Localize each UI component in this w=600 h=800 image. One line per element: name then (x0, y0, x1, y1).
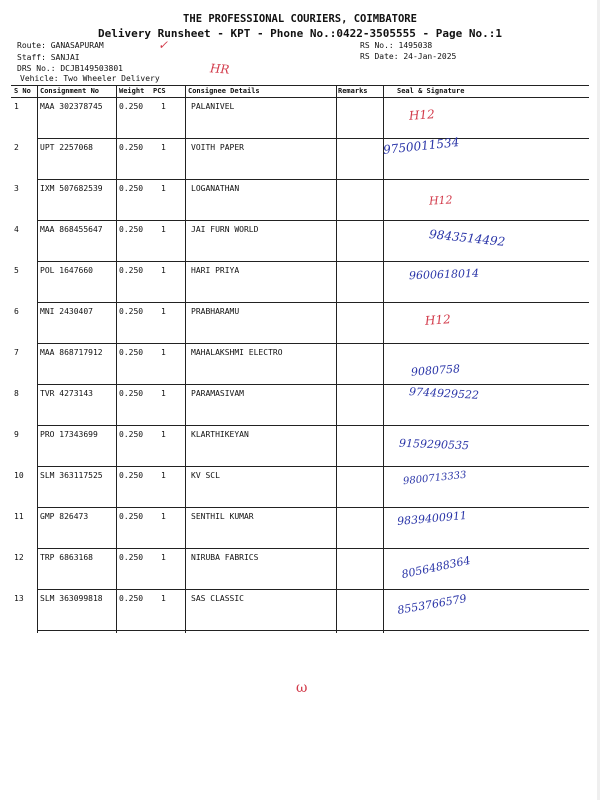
cell-consignee: VOITH PAPER (191, 143, 244, 152)
cell-consignment-no: PRO 17343699 (40, 430, 98, 439)
cell-sno: 1 (14, 102, 19, 111)
col-header-consignee: Consignee Details (188, 87, 260, 95)
cell-weight: 0.250 (119, 348, 144, 357)
table-row (11, 303, 589, 344)
col-header-remarks: Remarks (338, 87, 368, 95)
cell-weight: 0.250 (119, 225, 144, 234)
red-bottom-mark: ω (296, 680, 308, 696)
table-top-border (11, 85, 589, 86)
staff-field: Staff: SANJAI (17, 53, 80, 62)
cell-sno: 7 (14, 348, 19, 357)
handwritten-signature: 8056488364 (400, 553, 472, 582)
cell-pcs: 1 (161, 307, 166, 316)
col-header-pcs: PCS (153, 87, 166, 95)
cell-sno: 2 (14, 143, 19, 152)
cell-pcs: 1 (161, 389, 166, 398)
cell-sno: 4 (14, 225, 19, 234)
cell-weight: 0.250 (119, 471, 144, 480)
col-header-signature: Seal & Signature (397, 87, 465, 95)
vehicle-field: Vehicle: Two Wheeler Delivery (20, 74, 160, 83)
table-row (11, 221, 589, 262)
handwritten-signature: 9839400911 (396, 508, 468, 529)
handwritten-signature: 9744929522 (408, 385, 480, 402)
cell-consignment-no: MNI 2430407 (40, 307, 93, 316)
table-row (11, 426, 589, 467)
cell-pcs: 1 (161, 184, 166, 193)
cell-sno: 10 (14, 471, 24, 480)
cell-pcs: 1 (161, 512, 166, 521)
route-field: Route: GANASAPURAM (17, 41, 104, 50)
red-handwritten-note: HR (209, 61, 230, 77)
handwritten-signature: 9843514492 (428, 227, 506, 249)
cell-consignment-no: TRP 6863168 (40, 553, 93, 562)
cell-weight: 0.250 (119, 102, 144, 111)
cell-weight: 0.250 (119, 594, 144, 603)
cell-sno: 9 (14, 430, 19, 439)
cell-consignee: LOGANATHAN (191, 184, 240, 193)
cell-sno: 5 (14, 266, 19, 275)
cell-pcs: 1 (161, 553, 166, 562)
cell-consignment-no: TVR 4273143 (40, 389, 93, 398)
drs-number: DRS No.: DCJB149503801 (17, 64, 123, 73)
red-tick-mark: ✓ (158, 38, 169, 52)
cell-sno: 13 (14, 594, 24, 603)
table-row (11, 180, 589, 221)
cell-weight: 0.250 (119, 307, 144, 316)
col-header-weight: Weight (119, 87, 145, 95)
cell-pcs: 1 (161, 471, 166, 480)
cell-pcs: 1 (161, 102, 166, 111)
cell-consignee: MAHALAKSHMI ELECTRO (191, 348, 283, 357)
cell-consignment-no: SLM 363117525 (40, 471, 103, 480)
cell-pcs: 1 (161, 143, 166, 152)
cell-consignee: KLARTHIKEYAN (191, 430, 249, 439)
table-row (11, 467, 589, 508)
cell-consignee: SAS CLASSIC (191, 594, 244, 603)
handwritten-signature: H12 (428, 193, 453, 208)
cell-consignment-no: SLM 363099818 (40, 594, 103, 603)
cell-weight: 0.250 (119, 553, 144, 562)
handwritten-signature: 9750011534 (382, 135, 460, 157)
cell-pcs: 1 (161, 430, 166, 439)
rs-number: RS No.: 1495038 (360, 41, 433, 50)
cell-consignment-no: UPT 2257068 (40, 143, 93, 152)
handwritten-signature: 9600618014 (408, 266, 480, 283)
cell-sno: 8 (14, 389, 19, 398)
cell-weight: 0.250 (119, 430, 144, 439)
table-row (11, 98, 589, 139)
company-title: THE PROFESSIONAL COURIERS, COIMBATORE (183, 13, 417, 25)
table-row (11, 590, 589, 631)
table-row (11, 135, 589, 180)
cell-consignee: KV SCL (191, 471, 220, 480)
cell-consignee: PRABHARAMU (191, 307, 240, 316)
cell-consignee: PALANIVEL (191, 102, 235, 111)
handwritten-signature: 8553766579 (396, 592, 468, 617)
cell-pcs: 1 (161, 225, 166, 234)
cell-pcs: 1 (161, 348, 166, 357)
cell-sno: 11 (14, 512, 24, 521)
cell-consignee: HARI PRIYA (191, 266, 240, 275)
cell-sno: 12 (14, 553, 24, 562)
handwritten-signature: 9159290535 (398, 436, 470, 453)
table-row (11, 549, 589, 590)
col-header-consignment: Consignment No (40, 87, 100, 95)
table-row (11, 385, 589, 426)
cell-pcs: 1 (161, 594, 166, 603)
cell-consignment-no: IXM 507682539 (40, 184, 103, 193)
cell-consignee: NIRUBA FABRICS (191, 553, 259, 562)
row-divider (38, 630, 589, 631)
cell-consignee: PARAMASIVAM (191, 389, 244, 398)
handwritten-signature: H12 (408, 107, 436, 123)
rs-date: RS Date: 24-Jan-2025 (360, 52, 457, 61)
cell-consignee: JAI FURN WORLD (191, 225, 259, 234)
cell-weight: 0.250 (119, 512, 144, 521)
cell-consignment-no: MAA 868455647 (40, 225, 103, 234)
cell-consignment-no: POL 1647660 (40, 266, 93, 275)
handwritten-signature: H12 (424, 312, 452, 328)
handwritten-signature: 9800713333 (402, 469, 468, 488)
cell-weight: 0.250 (119, 143, 144, 152)
cell-sno: 3 (14, 184, 19, 193)
cell-consignment-no: MAA 302378745 (40, 102, 103, 111)
col-header-sno: S No (14, 87, 31, 95)
handwritten-signature: 9080758 (410, 362, 461, 379)
cell-consignment-no: MAA 868717912 (40, 348, 103, 357)
cell-consignment-no: GMP 826473 (40, 512, 89, 521)
runsheet-title: Delivery Runsheet - KPT - Phone No.:0422-3505555 - Page No.:1 (98, 27, 502, 40)
cell-weight: 0.250 (119, 266, 144, 275)
table-row (11, 344, 589, 385)
table-row (11, 508, 589, 549)
runsheet-table (11, 85, 589, 633)
cell-weight: 0.250 (119, 389, 144, 398)
cell-sno: 6 (14, 307, 19, 316)
cell-pcs: 1 (161, 266, 166, 275)
table-row (11, 262, 589, 303)
cell-weight: 0.250 (119, 184, 144, 193)
cell-consignee: SENTHIL KUMAR (191, 512, 254, 521)
